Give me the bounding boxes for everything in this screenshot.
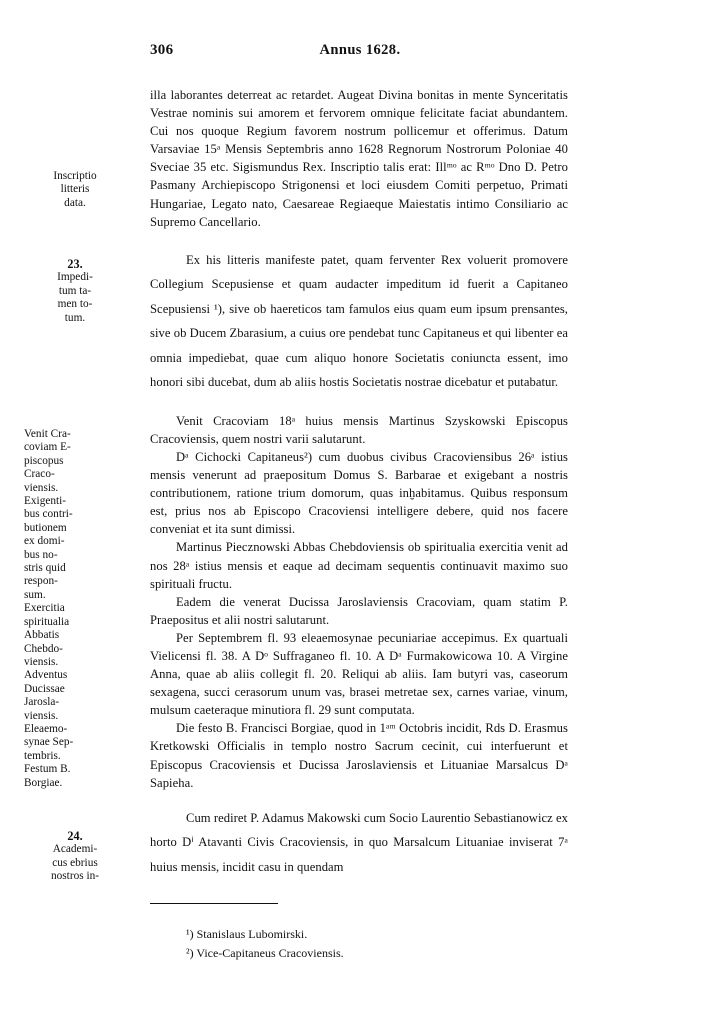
margin-note-line: tum.: [64, 311, 86, 324]
margin-note-line: Abbatis: [24, 629, 60, 642]
margin-note-line: Academi-: [52, 843, 98, 856]
margin-note-line: viensis.: [24, 709, 59, 722]
margin-note-line: nostros in-: [50, 870, 99, 883]
margin-note-line: Impedi-: [57, 271, 93, 284]
margin-note-academicus: [10, 830, 140, 884]
page-number: 306: [150, 42, 174, 58]
margin-note-inscriptio: [10, 170, 140, 210]
paragraph-ex-his-litteris: Ex his litteris manifeste patet, quam ferventer Rex voluerit promovere Collegium Scepusiense et quam audacter impeditum id fuerit a Capitaneo Scepusiensi ¹), sive ob haereticos tam famulos eius quam eum ipsum prensantes, sive ob Ducem Zbarasium, a cuius ore pendebat tunc Capitaneus et qui libenter ea omnia impediebat, quae cum aliquo honore Societatis coniuncta essent, imo honori sibi ducebat, dum ab aliis hostis Societatis nostrae dicebatur et putabatur.: [150, 252, 568, 390]
margin-note-line: litteris: [60, 183, 90, 196]
margin-note-venit-cracoviam: [24, 428, 142, 790]
footnote-item: ²) Vice-Capitaneus Cracoviensis.: [186, 946, 344, 960]
margin-note-line: tembris.: [24, 749, 61, 762]
section-number: 24.: [67, 829, 83, 843]
margin-note-line: viensis.: [24, 481, 59, 494]
margin-note-line: spiritualia: [24, 615, 70, 628]
margin-note-line: Exigenti-: [24, 495, 67, 508]
margin-note-line: butionem: [24, 521, 67, 534]
margin-note-line: stris quid: [24, 562, 66, 575]
footnote-item: ¹) Stanislaus Lubomirski.: [186, 927, 308, 941]
margin-note-line: ex domi-: [24, 535, 65, 548]
page-header: [0, 42, 720, 64]
paragraph-pieczmowski: Martinus Piecznowski Abbas Chebdoviensis ob spiritualia exercitia venit ad nos 28ᵃ istius mensis et eaque ad decimam sequentis continuavit maximo suo spirituali fructu.: [150, 540, 568, 591]
margin-note-line: data.: [64, 196, 86, 209]
margin-note-line: Ducissae: [24, 682, 65, 695]
running-title: Annus 1628.: [319, 42, 401, 58]
margin-note-line: Jarosla-: [24, 696, 60, 709]
paragraph-per-septembrem: Per Septembrem fl. 93 eleaemosynae pecuniariae accepimus. Ex quartuali Vielicensi fl. 38. A Dᵒ Suffraganeo fl. 10. A Dᵃ Furmakowicowa 10. A Virgine Anna, quae ab aliis collegit fl. 20. Reliqui ab aliis. Iam butyri vas, caseorum sexagena, succi cerasorum unum vas, brasei metretae sex, carnes variae, vinum, mulsum caeteraque minutiora fl. 29 sunt computata.: [150, 630, 568, 718]
margin-note-line: bus contri-: [24, 508, 73, 521]
paragraph-die-festo: Die festo B. Francisci Borgiae, quod in 1ᵃᵐ Octobris incidit, Rds D. Erasmus Kretkowski Officialis in templo nostro Sacrum cecinit, cui interfuerunt et Episcopus Cracoviensis et Ducissa Jaroslaviensis et Lituaniae Marsalcus Dᵃ Sapieha.: [150, 721, 568, 790]
paragraph-venit-cracoviam: Venit Cracoviam 18ᵃ huius mensis Martinus Szyskowski Episcopus Cracoviensis, quem nostri varii salutarunt.: [150, 413, 568, 446]
body-text-column: [150, 86, 568, 879]
margin-note-line: Inscriptio: [53, 170, 97, 182]
margin-note-line: Chebdo-: [24, 642, 63, 655]
margin-note-line: cus ebrius: [52, 856, 98, 869]
section-number: 23.: [67, 257, 83, 271]
margin-note-line: Venit Cra-: [24, 428, 71, 440]
margin-note-line: Exercitia: [24, 602, 65, 615]
paragraph-eadem-die: Eadem die venerat Ducissa Jaroslaviensis Cracoviam, quam statim P. Praepositus et alii nostri salutarunt.: [150, 594, 568, 627]
margin-note-line: tum ta-: [58, 284, 92, 297]
margin-note-line: viensis.: [24, 655, 59, 668]
margin-note-line: sum.: [24, 588, 46, 601]
margin-note-line: respon-: [24, 575, 58, 588]
paragraph-cum-rediret: Cum rediret P. Adamus Makowski cum Socio Laurentio Sebastianowicz ex horto Dⁱ Atavanti Civis Cracoviensis, in quo Marsalcum Lituaniae inviserat 7ᵃ huius mensis, incidit casu in quendam: [150, 810, 568, 874]
margin-note-line: Craco-: [24, 468, 55, 481]
margin-note-line: Eleaemo-: [24, 722, 68, 735]
footnotes: [186, 925, 586, 963]
margin-note-line: men to-: [57, 298, 93, 311]
margin-note-line: coviam E-: [24, 441, 71, 454]
margin-note-line: Festum B.: [24, 763, 71, 776]
paragraph-cichocki: Dᵃ Cichocki Capitaneus²) cum duobus civibus Cracoviensibus 26ᵃ istius mensis venerunt ad praepositum Domus S. Barbarae et exigebant a nostris contributionem, ratione trium domorum, quas inḫabitamus. Quibus responsum est, prius nos ab Episcopo Cracoviensi intelligere debere, quid nos facere conveniat et ita sunt dimissi.: [150, 449, 568, 537]
margin-note-line: synae Sep-: [24, 736, 74, 749]
paragraph-illa-laborantes: illa laborantes deterreat ac retardet. Augeat Divina bonitas in mente Synceritatis Vestrae nominis sui amorem et fervorem omnique felicitate faciat abundantem. Cui nos quoque Regium favorem nostrum pollicemur et offerimus. Datum Varsaviae 15ᵃ Mensis Septembris anno 1628 Regnorum Nostrorum Poloniae 40 Sveciae 35 etc. Sigismundus Rex. Inscriptio talis erat: Illᵐᵒ ac Rᵐᵒ Dno D. Petro Pasmany Archiepiscopo Strigonensi et loci eiusdem Comiti perpetuo, Primati Hungariae, Legato nato, Caesareae Regiaeque Maiestatis intimo Consiliario ac Supremo Cancellario.: [150, 88, 568, 229]
margin-note-line: Adventus: [24, 669, 68, 682]
margin-note-line: bus no-: [24, 548, 58, 561]
margin-note-line: piscopus: [24, 454, 64, 467]
margin-note-impeditum: [10, 258, 140, 325]
footnote-rule: [150, 903, 278, 904]
margin-note-line: Borgiae.: [24, 776, 63, 789]
